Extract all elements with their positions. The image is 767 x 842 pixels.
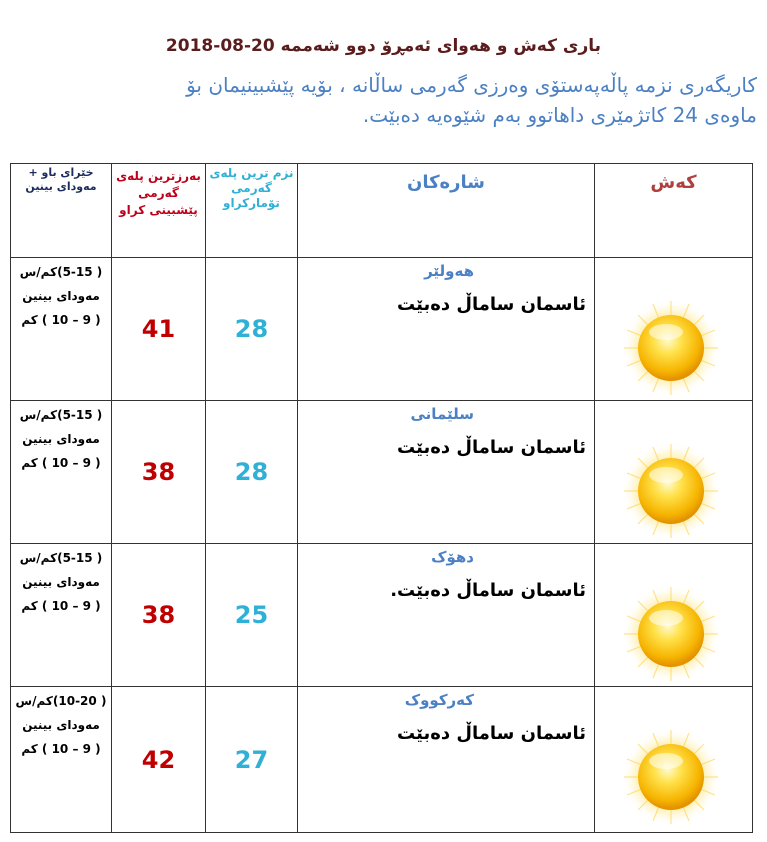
table-header-row [11,164,753,258]
weather-icon-cell [595,401,753,544]
wind-visibility-cell [11,401,112,544]
condition-text: ئاسمان ساماڵ دەبێت [397,437,586,458]
city-name: دهۆک [431,548,474,566]
min-temp: 25 [206,544,298,687]
city-cell [298,258,595,401]
wind-speed: ( 5-15)کم/س [19,551,103,565]
wind-visibility-cell [11,544,112,687]
max-temp: 38 [112,544,206,687]
forecast-intro [7,70,757,130]
table-row [11,258,753,401]
min-temp: 27 [206,687,298,833]
header-cities: شارەکان [298,164,595,258]
visibility-value: ( 9 – 10 ) کم [21,313,101,327]
city-name: کەرکووک [404,691,474,709]
weather-icon-cell [595,544,753,687]
wind-speed: ( 5-15)کم/س [19,408,103,422]
city-cell [298,687,595,833]
wind-visibility-cell [11,687,112,833]
condition-text: ئاسمان ساماڵ دەبێت [397,294,586,315]
max-temp: 38 [112,401,206,544]
max-temp: 41 [112,258,206,401]
intro-line-1: کاریگەری نزمە پاڵەپەستۆی وەرزی گەرمی ساڵانە ، بۆیە پێشبینیمان بۆ [186,73,757,97]
visibility-label: مەودای بینین [22,432,100,446]
visibility-label: مەودای بینین [22,575,100,589]
condition-text: ئاسمان ساماڵ دەبێت. [390,580,586,601]
header-wind-visibility: خێرای باو + مەودای بینین [11,164,112,258]
weather-icon-cell [595,258,753,401]
visibility-value: ( 9 – 10 ) کم [21,456,101,470]
sun-icon [621,727,721,827]
forecast-table [10,163,753,833]
condition-text: ئاسمان ساماڵ دەبێت [397,723,586,744]
page-title: باری کەش و هەوای ئەمڕۆ دوو شەممە 20-08-2018 [165,36,602,56]
wind-speed: ( 5-15)کم/س [19,265,103,279]
sun-icon [621,298,721,398]
table-row [11,544,753,687]
table-row [11,401,753,544]
max-temp: 42 [112,687,206,833]
city-cell [298,544,595,687]
city-cell [298,401,595,544]
city-name: سلێمانی [410,405,474,423]
header-min-temp: نزم ترین پلەی گەرمی تۆمارکراو [206,164,298,258]
city-name: هەولێر [424,262,474,280]
weather-icon-cell [595,687,753,833]
intro-line-2: ماوەی 24 کاتژمێری داهاتوو بەم شێوەیە دەبێت. [362,103,757,127]
sun-icon [621,441,721,541]
wind-speed: ( 10-20)کم/س [15,694,107,708]
sun-icon [621,584,721,684]
visibility-value: ( 9 – 10 ) کم [21,599,101,613]
min-temp: 28 [206,401,298,544]
header-weather: کەش [595,164,753,258]
min-temp: 28 [206,258,298,401]
visibility-value: ( 9 – 10 ) کم [21,742,101,756]
header-max-temp: بەرزترین پلەی گەرمی پێشبینی کراو [112,164,206,258]
visibility-label: مەودای بینین [22,718,100,732]
wind-visibility-cell [11,258,112,401]
table-row [11,687,753,833]
visibility-label: مەودای بینین [22,289,100,303]
